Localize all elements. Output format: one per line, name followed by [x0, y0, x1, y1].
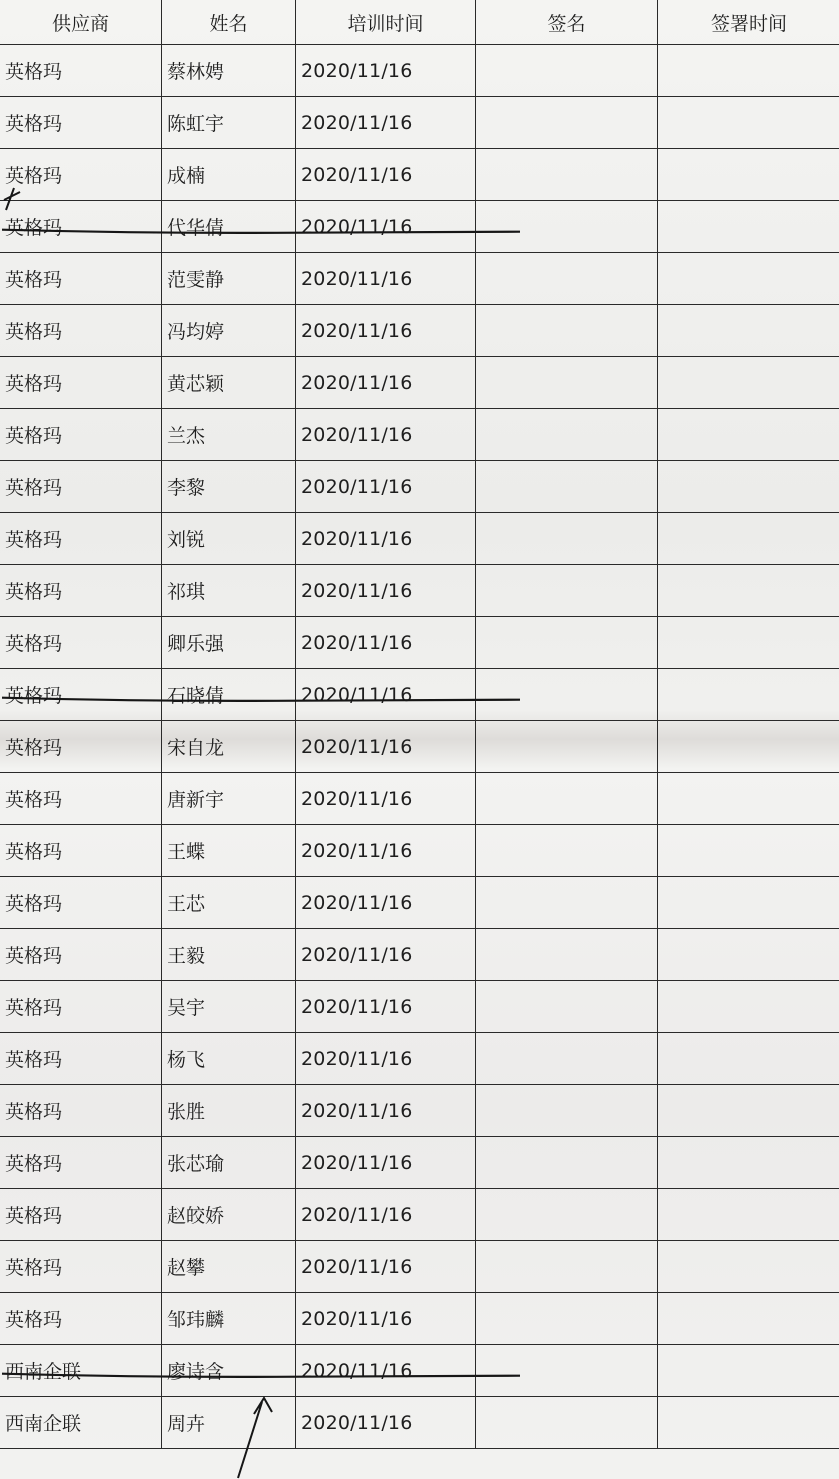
table-row — [0, 305, 839, 357]
sign-time-cell[interactable] — [658, 1033, 839, 1085]
supplier-cell: 英格玛 — [0, 1293, 162, 1345]
sign-time-cell[interactable] — [658, 721, 839, 773]
table-row — [0, 825, 839, 877]
signature-cell[interactable] — [476, 513, 658, 565]
name-cell: 张芯瑜 — [162, 1137, 296, 1189]
sign-time-cell[interactable] — [658, 1085, 839, 1137]
training-date-cell: 2020/11/16 — [296, 929, 476, 981]
name-cell: 杨飞 — [162, 1033, 296, 1085]
training-date-cell: 2020/11/16 — [296, 461, 476, 513]
name-cell: 兰杰 — [162, 409, 296, 461]
sign-time-cell[interactable] — [658, 773, 839, 825]
name-cell: 代华倩 — [162, 201, 296, 253]
sign-time-cell[interactable] — [658, 409, 839, 461]
sign-time-cell[interactable] — [658, 929, 839, 981]
name-cell: 王毅 — [162, 929, 296, 981]
sign-time-cell[interactable] — [658, 1293, 839, 1345]
table-row — [0, 1137, 839, 1189]
name-cell: 吴宇 — [162, 981, 296, 1033]
table-row — [0, 773, 839, 825]
training-date-cell: 2020/11/16 — [296, 1189, 476, 1241]
sign-time-cell[interactable] — [658, 513, 839, 565]
supplier-cell: 英格玛 — [0, 981, 162, 1033]
training-date-cell: 2020/11/16 — [296, 253, 476, 305]
table-row — [0, 1397, 839, 1449]
name-cell: 冯均婷 — [162, 305, 296, 357]
table-row — [0, 1033, 839, 1085]
training-date-cell: 2020/11/16 — [296, 513, 476, 565]
name-cell: 李黎 — [162, 461, 296, 513]
training-date-cell: 2020/11/16 — [296, 1345, 476, 1397]
header-supplier: 供应商 — [0, 0, 162, 45]
table-row — [0, 149, 839, 201]
sign-time-cell[interactable] — [658, 1241, 839, 1293]
header-training-time: 培训时间 — [296, 0, 476, 45]
sign-time-cell[interactable] — [658, 669, 839, 721]
name-cell: 刘锐 — [162, 513, 296, 565]
signature-cell[interactable] — [476, 1189, 658, 1241]
sign-time-cell[interactable] — [658, 617, 839, 669]
supplier-cell: 英格玛 — [0, 877, 162, 929]
table-row — [0, 669, 839, 721]
signature-cell[interactable] — [476, 149, 658, 201]
sign-time-cell[interactable] — [658, 877, 839, 929]
training-date-cell: 2020/11/16 — [296, 1033, 476, 1085]
supplier-cell: 英格玛 — [0, 45, 162, 97]
header-name: 姓名 — [162, 0, 296, 45]
name-cell: 赵皎娇 — [162, 1189, 296, 1241]
header-row — [0, 0, 839, 45]
name-cell: 卿乐强 — [162, 617, 296, 669]
name-cell: 周卉 — [162, 1397, 296, 1449]
supplier-cell: 英格玛 — [0, 305, 162, 357]
signature-cell[interactable] — [476, 305, 658, 357]
table-row — [0, 1085, 839, 1137]
sign-time-cell[interactable] — [658, 357, 839, 409]
table-row — [0, 929, 839, 981]
name-cell: 廖诗含 — [162, 1345, 296, 1397]
sign-time-cell[interactable] — [658, 565, 839, 617]
table-row — [0, 253, 839, 305]
sign-time-cell[interactable] — [658, 1189, 839, 1241]
supplier-cell: 英格玛 — [0, 253, 162, 305]
name-cell: 石晓倩 — [162, 669, 296, 721]
supplier-cell: 英格玛 — [0, 1137, 162, 1189]
sign-time-cell[interactable] — [658, 45, 839, 97]
signature-cell[interactable] — [476, 721, 658, 773]
sign-time-cell[interactable] — [658, 461, 839, 513]
signature-cell[interactable] — [476, 1241, 658, 1293]
table-row — [0, 1293, 839, 1345]
training-date-cell: 2020/11/16 — [296, 1241, 476, 1293]
sign-time-cell[interactable] — [658, 825, 839, 877]
supplier-cell: 英格玛 — [0, 201, 162, 253]
supplier-cell: 英格玛 — [0, 409, 162, 461]
name-cell: 范雯静 — [162, 253, 296, 305]
sign-time-cell[interactable] — [658, 1137, 839, 1189]
table-row — [0, 877, 839, 929]
training-date-cell: 2020/11/16 — [296, 45, 476, 97]
table-row — [0, 1189, 839, 1241]
training-date-cell: 2020/11/16 — [296, 357, 476, 409]
supplier-cell: 英格玛 — [0, 773, 162, 825]
training-date-cell: 2020/11/16 — [296, 617, 476, 669]
table-row — [0, 513, 839, 565]
table-row — [0, 357, 839, 409]
training-date-cell: 2020/11/16 — [296, 1085, 476, 1137]
signature-cell[interactable] — [476, 981, 658, 1033]
sign-time-cell[interactable] — [658, 97, 839, 149]
supplier-cell: 英格玛 — [0, 461, 162, 513]
training-date-cell: 2020/11/16 — [296, 305, 476, 357]
table-row — [0, 981, 839, 1033]
supplier-cell: 英格玛 — [0, 513, 162, 565]
name-cell: 蔡林娉 — [162, 45, 296, 97]
header-sign-time: 签署时间 — [658, 0, 839, 45]
signature-cell[interactable] — [476, 97, 658, 149]
signature-cell[interactable] — [476, 1397, 658, 1449]
table-body — [0, 45, 839, 1449]
supplier-cell: 英格玛 — [0, 149, 162, 201]
sign-time-cell[interactable] — [658, 1345, 839, 1397]
table-row — [0, 617, 839, 669]
supplier-cell: 英格玛 — [0, 97, 162, 149]
training-date-cell: 2020/11/16 — [296, 565, 476, 617]
name-cell: 黄芯颖 — [162, 357, 296, 409]
table-row — [0, 565, 839, 617]
supplier-cell: 英格玛 — [0, 357, 162, 409]
signature-cell[interactable] — [476, 1033, 658, 1085]
sign-time-cell[interactable] — [658, 201, 839, 253]
training-date-cell: 2020/11/16 — [296, 409, 476, 461]
name-cell: 邹玮麟 — [162, 1293, 296, 1345]
table-row — [0, 461, 839, 513]
signature-cell[interactable] — [476, 1085, 658, 1137]
table-row — [0, 201, 839, 253]
supplier-cell: 西南企联 — [0, 1345, 162, 1397]
signature-cell[interactable] — [476, 357, 658, 409]
signature-cell[interactable] — [476, 253, 658, 305]
name-cell: 宋自龙 — [162, 721, 296, 773]
supplier-cell: 西南企联 — [0, 1397, 162, 1449]
training-date-cell: 2020/11/16 — [296, 1137, 476, 1189]
supplier-cell: 英格玛 — [0, 565, 162, 617]
supplier-cell: 英格玛 — [0, 669, 162, 721]
name-cell: 赵攀 — [162, 1241, 296, 1293]
signature-cell[interactable] — [476, 929, 658, 981]
signature-cell[interactable] — [476, 45, 658, 97]
header-signature: 签名 — [476, 0, 658, 45]
signature-cell[interactable] — [476, 201, 658, 253]
supplier-cell: 英格玛 — [0, 721, 162, 773]
name-cell: 成楠 — [162, 149, 296, 201]
table-row — [0, 1241, 839, 1293]
sign-time-cell[interactable] — [658, 149, 839, 201]
training-date-cell: 2020/11/16 — [296, 877, 476, 929]
signature-cell[interactable] — [476, 669, 658, 721]
training-date-cell: 2020/11/16 — [296, 669, 476, 721]
signature-cell[interactable] — [476, 825, 658, 877]
supplier-cell: 英格玛 — [0, 1189, 162, 1241]
training-date-cell: 2020/11/16 — [296, 201, 476, 253]
signature-cell[interactable] — [476, 1293, 658, 1345]
signature-cell[interactable] — [476, 877, 658, 929]
signature-cell[interactable] — [476, 409, 658, 461]
training-date-cell: 2020/11/16 — [296, 97, 476, 149]
signature-cell[interactable] — [476, 565, 658, 617]
training-date-cell: 2020/11/16 — [296, 825, 476, 877]
signature-cell[interactable] — [476, 1137, 658, 1189]
training-date-cell: 2020/11/16 — [296, 981, 476, 1033]
table-row — [0, 721, 839, 773]
sign-time-cell[interactable] — [658, 981, 839, 1033]
sign-time-cell[interactable] — [658, 305, 839, 357]
sign-time-cell[interactable] — [658, 1397, 839, 1449]
supplier-cell: 英格玛 — [0, 1241, 162, 1293]
signature-cell[interactable] — [476, 617, 658, 669]
training-date-cell: 2020/11/16 — [296, 1397, 476, 1449]
name-cell: 王蝶 — [162, 825, 296, 877]
supplier-cell: 英格玛 — [0, 825, 162, 877]
name-cell: 陈虹宇 — [162, 97, 296, 149]
training-date-cell: 2020/11/16 — [296, 721, 476, 773]
name-cell: 唐新宇 — [162, 773, 296, 825]
signature-cell[interactable] — [476, 773, 658, 825]
supplier-cell: 英格玛 — [0, 1033, 162, 1085]
supplier-cell: 英格玛 — [0, 1085, 162, 1137]
signature-cell[interactable] — [476, 461, 658, 513]
training-date-cell: 2020/11/16 — [296, 149, 476, 201]
sign-time-cell[interactable] — [658, 253, 839, 305]
training-date-cell: 2020/11/16 — [296, 773, 476, 825]
name-cell: 祁琪 — [162, 565, 296, 617]
supplier-cell: 英格玛 — [0, 929, 162, 981]
table-row — [0, 45, 839, 97]
table-row — [0, 409, 839, 461]
training-date-cell: 2020/11/16 — [296, 1293, 476, 1345]
signature-cell[interactable] — [476, 1345, 658, 1397]
name-cell: 张胜 — [162, 1085, 296, 1137]
table-row — [0, 97, 839, 149]
supplier-cell: 英格玛 — [0, 617, 162, 669]
table-row — [0, 1345, 839, 1397]
name-cell: 王芯 — [162, 877, 296, 929]
